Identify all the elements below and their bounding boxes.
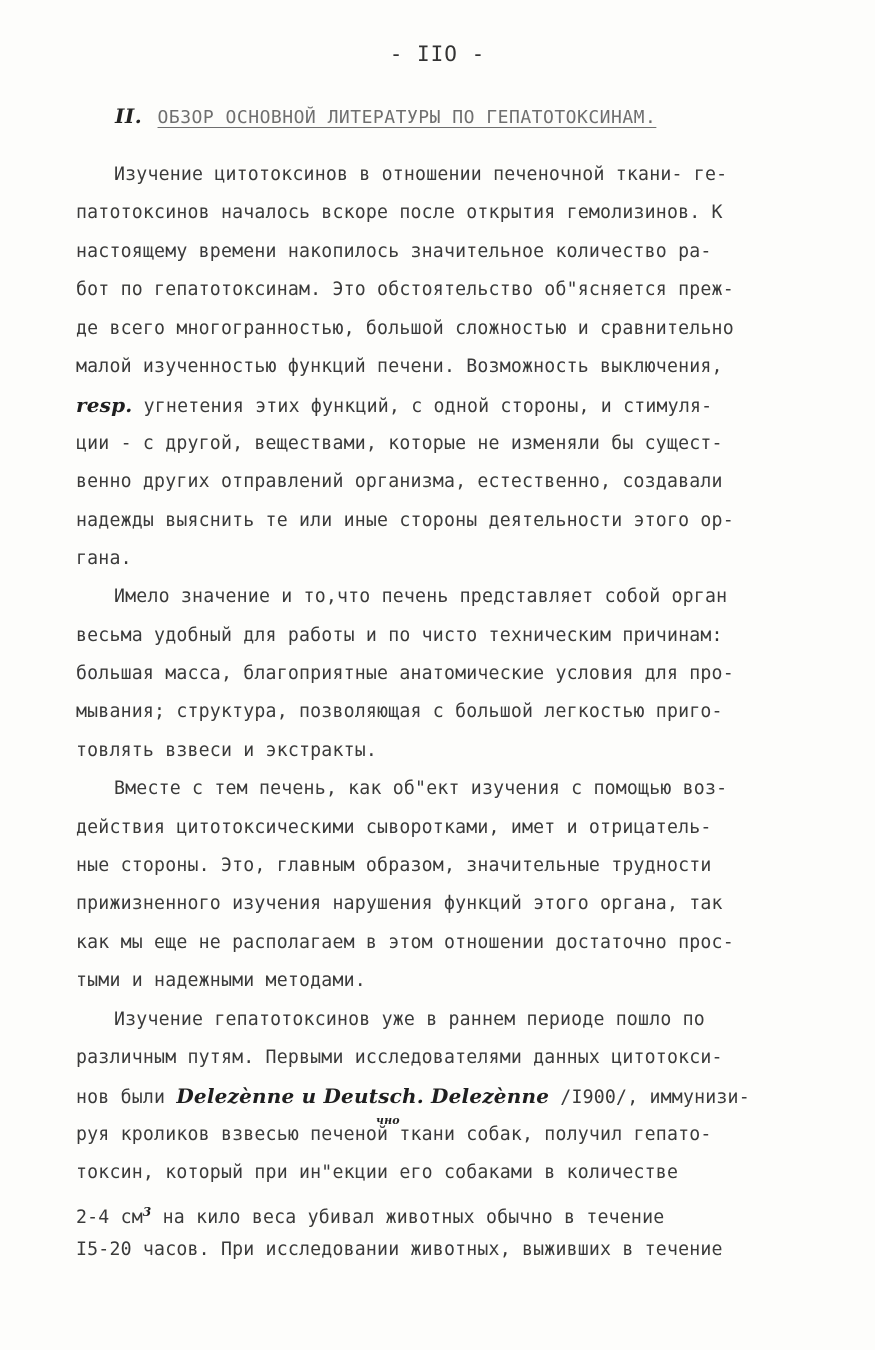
text-line bbox=[76, 1077, 816, 1115]
text-line: ции - с другой, веществами, которые не изменяли бы сущест- bbox=[76, 432, 723, 454]
text-line bbox=[76, 1113, 816, 1154]
text-line: мывания; структура, позволяющая с большой легкостью приго- bbox=[76, 701, 723, 723]
text-fragment: 2-4 см bbox=[76, 1206, 143, 1228]
text-line bbox=[76, 386, 816, 424]
text-line: венно других отправлений организма, естественно, создавали bbox=[76, 471, 723, 493]
text-line: Имело значение и то,что печень представляет собой орган bbox=[114, 586, 728, 608]
handwritten-resp: resp. bbox=[76, 393, 133, 418]
text-fragment: /I900/, иммунизи- bbox=[560, 1087, 750, 1109]
text-line: различным путям. Первыми исследователями данных цитотокси- bbox=[76, 1046, 723, 1068]
text-fragment: руя кроликов взвесью печеной ткани собак, получил гепато- bbox=[76, 1123, 712, 1145]
handwritten-insertion: чно bbox=[376, 1113, 400, 1127]
text-line: тыми и надежными методами. bbox=[76, 970, 366, 992]
text-line: ные стороны. Это, главным образом, значительные трудности bbox=[76, 855, 712, 877]
text-line: малой изученностью функций печени. Возможность выключения, bbox=[76, 355, 723, 377]
body-text bbox=[76, 156, 816, 1269]
section-number: II. bbox=[115, 104, 143, 128]
text-line: большая масса, благоприятные анатомические условия для про- bbox=[76, 663, 734, 685]
section-title: ОБЗОР ОСНОВНОЙ ЛИТЕРАТУРЫ ПО ГЕПАТОТОКСИНАМ. bbox=[157, 107, 657, 128]
text-line: надежды выяснить те или иные стороны деятельности этого ор- bbox=[76, 509, 734, 531]
text-line: патотоксинов началось вскоре после открытия гемолизинов. К bbox=[76, 202, 723, 224]
handwritten-authors: Delezènne u Deutsch. Delezènne bbox=[176, 1084, 550, 1109]
text-line: весьма удобный для работы и по чисто техническим причинам: bbox=[76, 624, 723, 646]
text-fragment: на кило веса убивал животных обычно в течение bbox=[162, 1206, 665, 1228]
text-line: как мы еще не располагаем в этом отношении достаточно прос- bbox=[76, 931, 734, 953]
text-line: прижизненного изучения нарушения функций этого органа, так bbox=[76, 893, 723, 915]
text-line: товлять взвеси и экстракты. bbox=[76, 739, 378, 761]
text-line: I5-20 часов. При исследовании животных, выживших в течение bbox=[76, 1238, 723, 1260]
text-line: настоящему времени накопилось значительное количество ра- bbox=[76, 240, 712, 262]
text-line: действия цитотоксическими сыворотками, имет и отрицатель- bbox=[76, 816, 712, 838]
text-line: гана. bbox=[76, 547, 132, 569]
section-heading bbox=[115, 104, 656, 128]
text-line: токсин, который при ин"екции его собаками в количестве bbox=[76, 1162, 679, 1184]
text-line: Изучение цитотоксинов в отношении печеночной ткани- ге- bbox=[114, 164, 728, 185]
page-number: - IIO - bbox=[389, 42, 486, 66]
text-line: бот по гепатотоксинам. Это обстоятельство об"ясняется преж- bbox=[76, 279, 734, 301]
text-line: Вместе с тем печень, как об"ект изучения с помощью воз- bbox=[114, 778, 728, 800]
text-line: Изучение гепатотоксинов уже в раннем периоде пошло по bbox=[114, 1008, 705, 1030]
text-fragment: нов были bbox=[76, 1087, 166, 1109]
text-line bbox=[76, 1193, 816, 1231]
superscript-cubed: 3 bbox=[142, 1204, 152, 1219]
text-line: де всего многогранностью, большой сложностью и сравнительно bbox=[76, 317, 734, 339]
text-fragment: угнетения этих функций, с одной стороны, и стимуля- bbox=[143, 396, 713, 418]
